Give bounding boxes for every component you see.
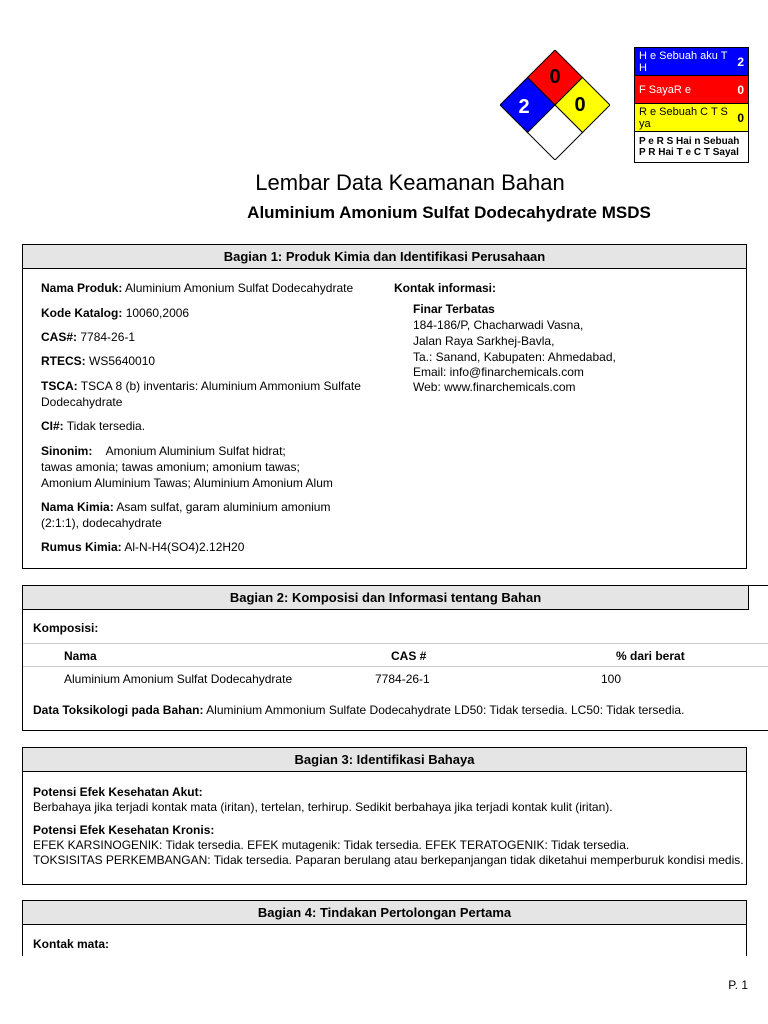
chemical-name-value-1: Asam sulfat, garam aluminium amonium	[116, 500, 331, 514]
hmis-ppe-line1: P e R S Hai n Sebuah	[639, 136, 740, 147]
composition-label: Komposisi:	[33, 621, 99, 635]
cas-label: CAS#:	[41, 330, 78, 344]
acute-value: Berbahaya jika terjadi kontak mata (iritan), tertelan, terhirup. Sedikit berbahaya jika terjadi kontak kulit (iritan).	[33, 800, 613, 814]
hmis-reactivity-row	[635, 104, 748, 132]
product-name-value: Aluminium Amonium Sulfat Dodecahydrate	[125, 281, 354, 295]
hmis-table	[634, 47, 749, 163]
col-name-header: Nama	[64, 649, 97, 663]
section-1-header: Bagian 1: Produk Kimia dan Identifikasi Perusahaan	[23, 245, 746, 269]
document-subtitle: Aluminium Amonium Sulfat Dodecahydrate MSDS	[247, 203, 651, 222]
rtecs-label: RTECS:	[41, 354, 86, 368]
synonym-value-2: tawas amonia; tawas amonium; amonium tawas;	[41, 460, 300, 474]
section-4	[22, 900, 747, 956]
chemical-name-value-2: (2:1:1), dodecahydrate	[41, 516, 162, 530]
ci-label: CI#:	[41, 419, 64, 433]
row-cas: 7784-26-1	[375, 672, 430, 686]
hmis-health-label: H e Sebuah aku T H	[639, 49, 728, 74]
catalog-label: Kode Katalog:	[41, 306, 123, 320]
flammability-value: 0	[549, 66, 561, 88]
chemical-name-label: Nama Kimia:	[41, 500, 114, 514]
contact-web: Web: www.finarchemicals.com	[413, 380, 576, 394]
synonym-value-3: Amonium Aluminium Tawas; Aluminium Amonium Alum	[41, 476, 333, 490]
ci-value: Tidak tersedia.	[66, 419, 146, 433]
formula-label: Rumus Kimia:	[41, 540, 122, 554]
reactivity-value: 0	[574, 94, 586, 116]
col-pct-header: % dari berat	[616, 649, 685, 663]
page-number: P. 1	[728, 978, 748, 992]
section-3	[22, 747, 747, 885]
tsca-value-1: TSCA 8 (b) inventaris: Aluminium Ammonium Sulfate	[80, 379, 361, 393]
hmis-fire-label: F SayaR e	[639, 83, 691, 96]
hmis-ppe-line2: P R Hai T e C T Sayal	[639, 147, 739, 158]
hmis-fire-value: 0	[737, 82, 744, 97]
tsca-label: TSCA:	[41, 379, 78, 393]
catalog-value: 10060,2006	[125, 306, 190, 320]
health-value: 2	[518, 96, 530, 118]
contact-email: Email: info@finarchemicals.com	[413, 365, 584, 379]
hmis-fire-row	[635, 76, 748, 104]
tsca-value-2: Dodecahydrate	[41, 395, 123, 409]
hmis-health-value: 2	[737, 54, 744, 69]
section-4-header: Bagian 4: Tindakan Pertolongan Pertama	[23, 901, 746, 925]
address-line-2: Jalan Raya Sarkhej-Bavla,	[413, 334, 555, 348]
product-name-label: Nama Produk:	[41, 281, 123, 295]
address-line-1: 184-186/P, Chacharwadi Vasna,	[413, 318, 584, 332]
eye-contact-label: Kontak mata:	[33, 937, 110, 951]
tox-label: Data Toksikologi pada Bahan:	[33, 703, 204, 717]
chronic-value-1: EFEK KARSINOGENIK: Tidak tersedia. EFEK mutagenik: Tidak tersedia. EFEK TERATOGENIK: Tidak tersedia.	[33, 838, 630, 852]
nfpa-diamond	[500, 50, 610, 160]
col-cas-header: CAS #	[391, 649, 427, 663]
company-name: Finar Terbatas	[413, 302, 495, 316]
address-line-3: Ta.: Sanand, Kabupaten: Ahmedabad,	[413, 350, 616, 364]
hmis-reactivity-value: 0	[737, 110, 744, 125]
section-2-header: Bagian 2: Komposisi dan Informasi tentang Bahan	[23, 586, 749, 610]
row-pct: 100	[601, 672, 622, 686]
contact-label: Kontak informasi:	[394, 281, 497, 295]
row-name: Aluminium Amonium Sulfat Dodecahydrate	[64, 672, 293, 686]
hmis-health-row	[635, 48, 748, 76]
section-3-header: Bagian 3: Identifikasi Bahaya	[23, 748, 746, 772]
rtecs-value: WS5640010	[89, 354, 156, 368]
hmis-ppe-row	[635, 132, 748, 162]
hmis-reactivity-label: R e Sebuah C T S ya	[639, 105, 728, 130]
section-2	[22, 585, 768, 731]
formula-value: Al-N-H4(SO4)2.12H20	[124, 540, 245, 554]
document-title: Lembar Data Keamanan Bahan	[255, 170, 565, 195]
cas-value: 7784-26-1	[80, 330, 136, 344]
section-1	[22, 244, 747, 569]
synonym-label: Sinonim:	[41, 444, 93, 458]
synonym-value-1: Amonium Aluminium Sulfat hidrat;	[105, 444, 286, 458]
acute-label: Potensi Efek Kesehatan Akut:	[33, 785, 203, 799]
chronic-label: Potensi Efek Kesehatan Kronis:	[33, 823, 215, 837]
chronic-value-2: TOKSISITAS PERKEMBANGAN: Tidak tersedia. Paparan berulang atau berkepanjangan tidak diketahui memperburuk kondisi medis.	[33, 853, 744, 867]
tox-value: Aluminium Ammonium Sulfate Dodecahydrate LD50: Tidak tersedia. LC50: Tidak tersedia.	[206, 703, 685, 717]
